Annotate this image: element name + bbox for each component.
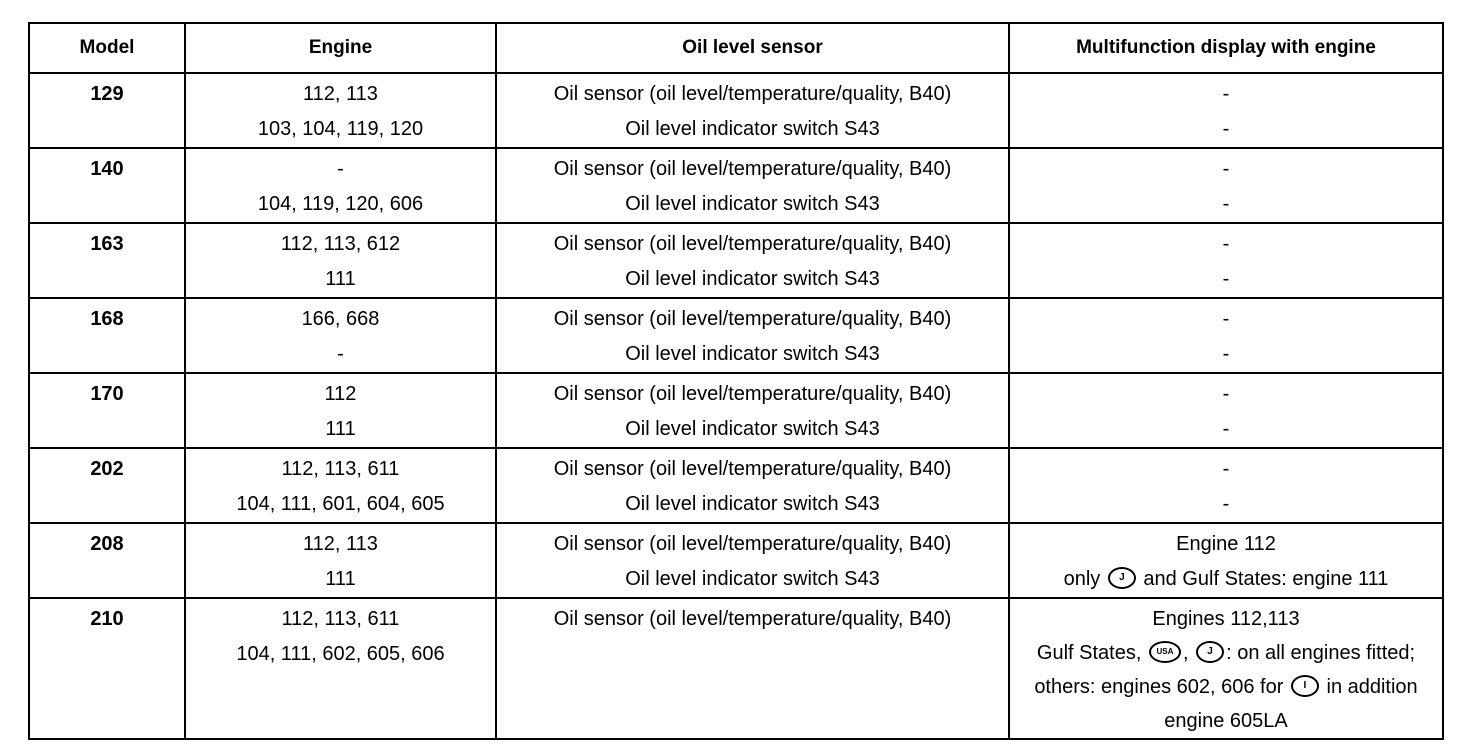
oil-sensor-table xyxy=(28,22,1444,740)
sensor-cell xyxy=(496,223,1009,298)
table-row xyxy=(29,598,1443,739)
engine-value: 112, 113, 612 xyxy=(280,233,401,255)
italy-country-icon: I xyxy=(1291,675,1319,697)
japan-country-icon: J xyxy=(1108,567,1136,589)
sensor-value: Oil sensor (oil level/temperature/quality, B40) xyxy=(553,83,952,105)
sensor-cell xyxy=(496,148,1009,223)
engine-value: 112, 113 xyxy=(303,533,378,555)
table-row xyxy=(29,148,1443,223)
header-model: Model xyxy=(29,23,185,73)
display-text: and Gulf States: engine 111 xyxy=(1143,568,1389,590)
display-value: - xyxy=(1222,118,1230,140)
sensor-value: Oil level indicator switch S43 xyxy=(625,493,880,515)
engine-cell xyxy=(185,448,496,523)
model-value: 168 xyxy=(90,308,124,330)
sensor-cell xyxy=(496,298,1009,373)
model-value: 170 xyxy=(90,383,124,405)
engine-cell xyxy=(185,298,496,373)
sensor-value: Oil level indicator switch S43 xyxy=(625,418,880,440)
display-cell xyxy=(1009,223,1443,298)
engine-cell xyxy=(185,148,496,223)
engine-value: 111 xyxy=(325,568,356,590)
engine-value: 104, 111, 601, 604, 605 xyxy=(236,493,445,515)
sensor-value: Oil sensor (oil level/temperature/quality, B40) xyxy=(553,458,952,480)
display-value xyxy=(1010,670,1442,704)
engine-cell xyxy=(185,598,496,739)
display-text: only xyxy=(1063,568,1101,590)
sensor-value: Oil sensor (oil level/temperature/quality, B40) xyxy=(553,383,952,405)
engine-value: 104, 111, 602, 605, 606 xyxy=(236,643,445,665)
table-row xyxy=(29,223,1443,298)
sensor-value: Oil level indicator switch S43 xyxy=(625,268,880,290)
sensor-value: Oil sensor (oil level/temperature/quality, B40) xyxy=(553,533,952,555)
model-cell xyxy=(29,298,185,373)
display-text: , xyxy=(1182,642,1189,664)
model-value: 202 xyxy=(90,458,124,480)
header-engine: Engine xyxy=(185,23,496,73)
display-value: - xyxy=(1222,343,1230,365)
engine-value: - xyxy=(337,158,344,180)
engine-value: 166, 668 xyxy=(301,308,380,330)
display-cell xyxy=(1009,523,1443,598)
display-value: - xyxy=(1222,458,1230,480)
sensor-value: Oil level indicator switch S43 xyxy=(625,343,880,365)
engine-value: 112, 113 xyxy=(303,83,378,105)
usa-country-icon: USA xyxy=(1149,641,1181,663)
sensor-value: Oil level indicator switch S43 xyxy=(625,193,880,215)
header-oil-level-sensor: Oil level sensor xyxy=(496,23,1009,73)
engine-value: 112, 113, 611 xyxy=(281,608,400,630)
model-cell xyxy=(29,223,185,298)
engine-cell xyxy=(185,223,496,298)
engine-value: 104, 119, 120, 606 xyxy=(257,193,424,215)
engine-value: 112 xyxy=(324,383,357,405)
sensor-cell xyxy=(496,373,1009,448)
display-text: in addition xyxy=(1326,676,1418,698)
display-cell xyxy=(1009,598,1443,739)
model-value: 163 xyxy=(90,233,124,255)
display-value: - xyxy=(1222,158,1230,180)
display-cell xyxy=(1009,73,1443,148)
table-row xyxy=(29,73,1443,148)
model-value: 129 xyxy=(90,83,124,105)
display-cell xyxy=(1009,448,1443,523)
display-value: - xyxy=(1222,233,1230,255)
table-row xyxy=(29,298,1443,373)
display-value: - xyxy=(1222,493,1230,515)
model-cell xyxy=(29,598,185,739)
engine-value: 111 xyxy=(325,418,356,440)
table-row xyxy=(29,523,1443,598)
display-value: - xyxy=(1222,308,1230,330)
model-value: 208 xyxy=(90,533,124,555)
sensor-cell xyxy=(496,448,1009,523)
engine-cell xyxy=(185,523,496,598)
display-value: - xyxy=(1222,193,1230,215)
model-cell xyxy=(29,148,185,223)
sensor-value: Oil sensor (oil level/temperature/quality, B40) xyxy=(553,233,952,255)
header-multifunction-display: Multifunction display with engine xyxy=(1009,23,1443,73)
model-value: 140 xyxy=(90,158,124,180)
sensor-cell xyxy=(496,73,1009,148)
model-value: 210 xyxy=(90,608,124,630)
engine-value: 103, 104, 119, 120 xyxy=(257,118,424,140)
display-text: others: engines 602, 606 for xyxy=(1034,676,1284,698)
display-value: - xyxy=(1222,418,1230,440)
display-value: - xyxy=(1222,383,1230,405)
engine-value: 111 xyxy=(325,268,356,290)
model-cell xyxy=(29,448,185,523)
display-value xyxy=(1010,636,1442,670)
engine-cell xyxy=(185,373,496,448)
display-value xyxy=(1010,562,1442,597)
engine-cell xyxy=(185,73,496,148)
sensor-value: Oil level indicator switch S43 xyxy=(625,118,880,140)
model-cell xyxy=(29,523,185,598)
display-value: Engines 112,113 xyxy=(1152,608,1300,630)
japan-country-icon: J xyxy=(1196,641,1224,663)
display-cell xyxy=(1009,148,1443,223)
header-row xyxy=(29,23,1443,73)
table-row xyxy=(29,373,1443,448)
display-text: : on all engines fitted; xyxy=(1226,642,1416,664)
display-cell xyxy=(1009,298,1443,373)
sensor-value: Oil sensor (oil level/temperature/quality, B40) xyxy=(553,608,952,630)
sensor-cell xyxy=(496,598,1009,739)
sensor-value: Oil sensor (oil level/temperature/quality, B40) xyxy=(553,308,952,330)
sensor-value: Oil level indicator switch S43 xyxy=(625,568,880,590)
display-value: engine 605LA xyxy=(1164,710,1288,732)
engine-value: 112, 113, 611 xyxy=(281,458,400,480)
sensor-cell xyxy=(496,523,1009,598)
display-value: - xyxy=(1222,268,1230,290)
display-value: Engine 112 xyxy=(1176,533,1276,555)
display-text: Gulf States, xyxy=(1036,642,1142,664)
model-cell xyxy=(29,73,185,148)
display-cell xyxy=(1009,373,1443,448)
engine-value: - xyxy=(337,343,344,365)
display-value: - xyxy=(1222,83,1230,105)
sensor-value: Oil sensor (oil level/temperature/quality, B40) xyxy=(553,158,952,180)
model-cell xyxy=(29,373,185,448)
table-row xyxy=(29,448,1443,523)
